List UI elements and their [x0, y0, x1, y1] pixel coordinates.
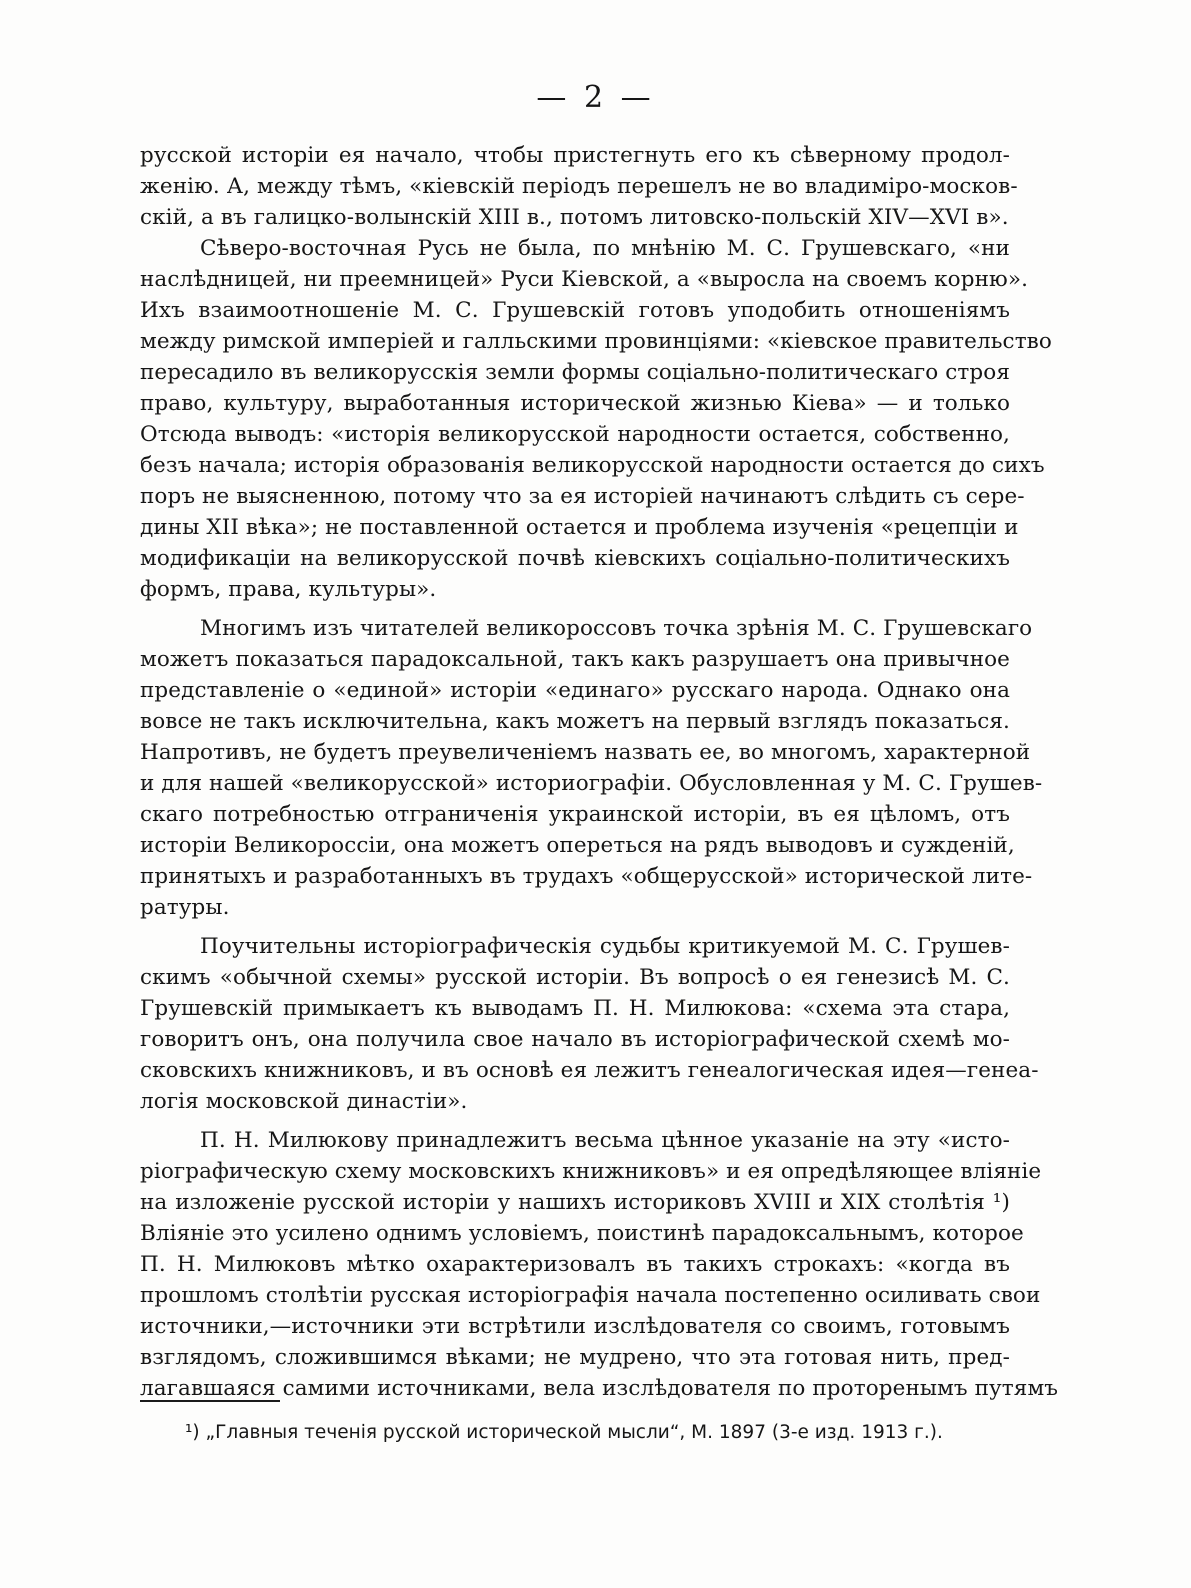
text-line: говоритъ онъ, она получила свое начало въ исторіографической схемѣ мо-: [140, 1027, 1010, 1052]
paragraph-4: [140, 931, 1039, 1117]
text-line: Напротивъ, не будетъ преувеличеніемъ назвать ее, во многомъ, характерной: [140, 740, 1031, 765]
footnote-rule: [140, 1400, 280, 1402]
text-line: исторіи Великороссіи, она можетъ опереться на рядъ выводовъ и сужденій,: [140, 833, 1015, 858]
footnote: ¹) „Главныя теченія русской исторической мысли“, М. 1897 (3-е изд. 1913 г.).: [185, 1422, 943, 1443]
text-line: принятыхъ и разработанныхъ въ трудахъ «общерусской» исторической лите-: [140, 864, 1033, 889]
text-line: безъ начала; исторія образованія великорусской народности остается до сихъ: [140, 453, 1045, 478]
text-line: модификаціи на великорусской почвѣ кіевскихъ соціально-политическихъ: [140, 546, 1010, 571]
text-line: вовсе не такъ исключительна, какъ можетъ на первый взглядъ показаться.: [140, 709, 1010, 734]
text-line: П. Н. Милюковъ мѣтко охарактеризовалъ въ такихъ строкахъ: «когда въ: [140, 1252, 1010, 1277]
text-line: формъ, права, культуры».: [140, 577, 437, 602]
text-line: лагавшаяся самими источниками, вела изслѣдователя по проторенымъ путямъ: [140, 1376, 1059, 1401]
text-line: ратуры.: [140, 895, 230, 920]
text-line: Поучительны исторіографическія судьбы критикуемой М. С. Грушев-: [200, 934, 1010, 959]
page-number: — 2 —: [536, 80, 655, 115]
text-line: наслѣдницей, ни преемницей» Руси Кіевской, а «выросла на своемъ корню».: [140, 267, 1029, 292]
text-line: право, культуру, выработанныя исторической жизнью Кіева» — и только: [140, 391, 1010, 416]
text-line: прошломъ столѣтіи русская исторіографія начала постепенно осиливать свои: [140, 1283, 1041, 1308]
text-line: Отсюда выводъ: «исторія великорусской народности остается, собственно,: [140, 422, 1010, 447]
text-line: пересадило въ великорусскія земли формы соціально-политическаго строя: [140, 360, 1010, 385]
paragraph-3: [140, 613, 1043, 923]
text-line: между римской имперіей и галльскими провинціями: «кіевское правительство: [140, 329, 1052, 354]
text-line: русской исторіи ея начало, чтобы пристегнуть его къ сѣверному продол-: [140, 143, 1010, 168]
text-line: Грушевскій примыкаетъ къ выводамъ П. Н. Милюкова: «схема эта стара,: [140, 996, 1010, 1021]
text-line: скимъ «обычной схемы» русской исторіи. Въ вопросѣ о ея генезисѣ М. С.: [140, 965, 1010, 990]
text-line: Сѣверо-восточная Русь не была, по мнѣнію М. С. Грушевскаго, «ни: [200, 236, 1010, 261]
text-line: П. Н. Милюкову принадлежитъ весьма цѣнное указаніе на эту «исто-: [200, 1128, 1010, 1153]
paragraph-2: [140, 233, 1052, 605]
text-line: скій, а въ галицко-волынскій XIII в., потомъ литовско-польскій XIV—XVI в».: [140, 205, 1009, 230]
text-line: Многимъ изъ читателей великороссовъ точка зрѣнія М. С. Грушевскаго: [200, 616, 1033, 641]
body-text: [140, 140, 1059, 1404]
text-line: источники,—источники эти встрѣтили изслѣдователя со своимъ, готовымъ: [140, 1314, 1010, 1339]
text-line: представленіе о «единой» исторіи «единаго» русскаго народа. Однако она: [140, 678, 1010, 703]
paragraph-5: [140, 1125, 1059, 1404]
text-line: и для нашей «великорусской» историографіи. Обусловленная у М. С. Грушев-: [140, 771, 1043, 796]
text-line: на изложеніе русской исторіи у нашихъ историковъ XVIII и XIX столѣтія ¹): [140, 1190, 1010, 1215]
text-line: дины XII вѣка»; не поставленной остается и проблема изученія «рецепціи и: [140, 515, 1019, 540]
text-line: Ихъ взаимоотношеніе М. С. Грушевскій готовъ уподобить отношеніямъ: [140, 298, 1010, 323]
text-line: взглядомъ, сложившимся вѣками; не мудрено, что эта готовая нить, пред-: [140, 1345, 1010, 1370]
text-line: ріографическую схему московскихъ книжниковъ» и ея опредѣляющее вліяніе: [140, 1159, 1042, 1184]
text-line: Вліяніе это усилено однимъ условіемъ, поистинѣ парадоксальнымъ, которое: [140, 1221, 1024, 1246]
text-line: поръ не выясненною, потому что за ея исторіей начинаютъ слѣдить съ сере-: [140, 484, 1025, 509]
paragraph-1: [140, 140, 1018, 233]
text-line: логія московской династіи».: [140, 1089, 468, 1114]
text-line: скаго потребностью отграниченія украинской исторіи, въ ея цѣломъ, отъ: [140, 802, 1010, 827]
text-line: можетъ показаться парадоксальной, такъ какъ разрушаетъ она привычное: [140, 647, 1010, 672]
text-line: женію. А, между тѣмъ, «кіевскій періодъ перешелъ не во владиміро-москов-: [140, 174, 1018, 199]
text-line: сковскихъ книжниковъ, и въ основѣ ея лежитъ генеалогическая идея—генеа-: [140, 1058, 1039, 1083]
